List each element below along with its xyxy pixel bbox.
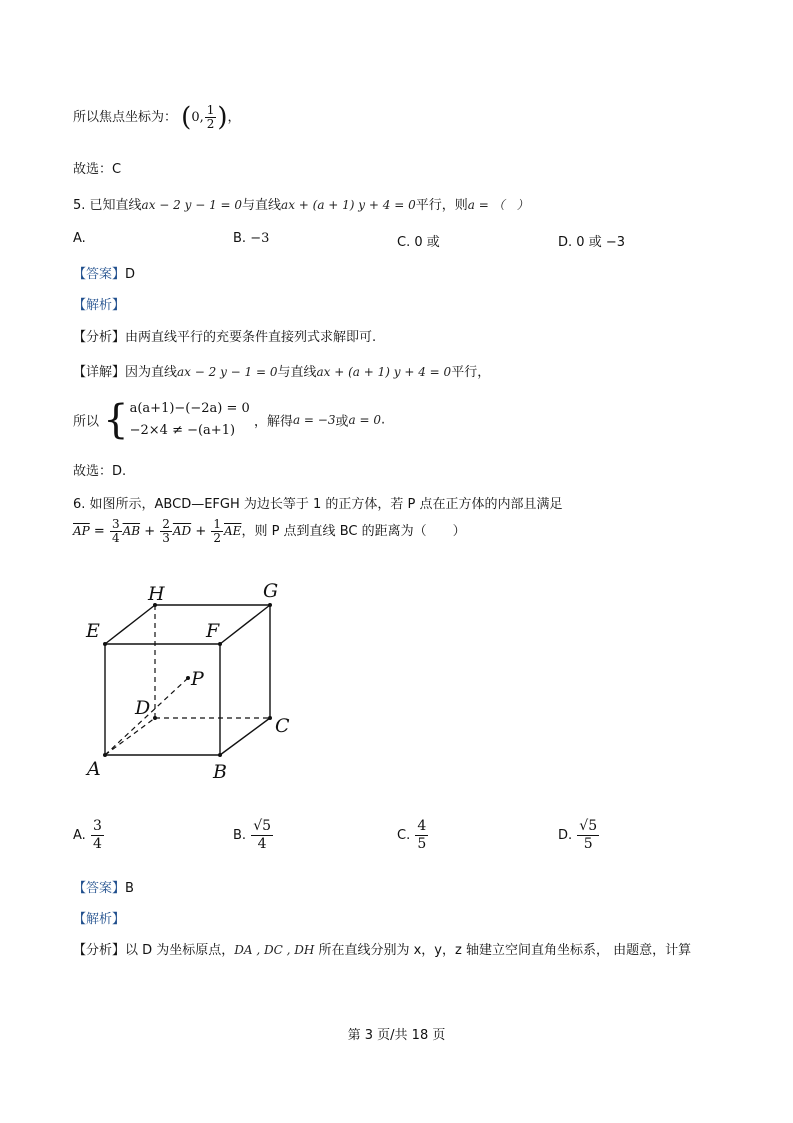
q5-var: a = （ ） xyxy=(467,198,529,212)
vec-ap: $\overline{AP}$ xyxy=(73,524,90,538)
q5-analysis-tag: 【解析】 xyxy=(73,298,126,313)
choice-value: −3 xyxy=(250,231,270,246)
label-a: A xyxy=(87,758,101,780)
q6-stem-1: 6. 如图所示，ABCD—EFGH 为边长等于 1 的正方体，若 P 点在正方体的内部且满足 xyxy=(73,497,563,512)
answer-tag: 【答案】 xyxy=(73,881,126,896)
point-x: 0, xyxy=(191,110,204,125)
q5-analysis: 【分析】由两直线平行的充要条件直接列式求解即可. xyxy=(73,330,377,345)
q5-post: 平行，则 xyxy=(415,198,468,213)
so-text: 所以 xyxy=(73,414,100,430)
detail-mid: 与直线 xyxy=(277,365,317,380)
frac-num: 1 xyxy=(213,517,222,531)
q6-stem-tail: ，则 P 点到直线 BC 的距离为（ ） xyxy=(241,524,466,539)
coef-2 xyxy=(160,518,172,545)
equation-2: −2×4 ≠ −(a+1) xyxy=(129,423,236,438)
answer-tag: 【答案】 xyxy=(73,267,126,282)
cube-figure xyxy=(70,575,320,800)
equation-system xyxy=(103,398,250,442)
edge-eh xyxy=(105,605,155,644)
q6-choice-d[interactable] xyxy=(558,818,600,853)
frac-den: 2 xyxy=(206,117,215,131)
label-g: G xyxy=(263,580,279,602)
coef-3 xyxy=(211,518,223,545)
q6-choice-a[interactable] xyxy=(73,818,105,853)
frac-den: 2 xyxy=(213,531,222,545)
q5-stem-pre: 5. 已知直线 xyxy=(73,198,142,213)
label-p: P xyxy=(191,668,204,690)
coef-1 xyxy=(110,518,122,545)
choice-label: A. xyxy=(73,231,86,246)
focus-line xyxy=(73,104,241,131)
q6-choice-c[interactable] xyxy=(397,818,429,853)
label-b: B xyxy=(213,761,227,783)
vertex-b-dot xyxy=(218,753,222,757)
vec-ab: $\overline{AB}$ xyxy=(122,524,141,538)
vertex-d-dot xyxy=(153,716,157,720)
choice-label: C. xyxy=(397,828,411,843)
choice-label: D. xyxy=(558,828,573,843)
q5-system xyxy=(73,398,385,442)
frac-den: 5 xyxy=(417,836,427,852)
q5-choice-a[interactable] xyxy=(73,231,86,246)
plus-1: + xyxy=(144,524,156,539)
q5-final: 故选：D. xyxy=(73,464,127,479)
label-d: D xyxy=(135,697,151,719)
q4-answer: 故选：C xyxy=(73,162,122,177)
solution-1: a = −3 xyxy=(292,413,336,427)
frac-den: 4 xyxy=(111,531,120,545)
equals: = xyxy=(93,524,105,539)
vertex-e-dot xyxy=(103,642,107,646)
choice-fraction xyxy=(415,818,428,853)
edge-fg xyxy=(220,605,270,644)
brace-icon: { xyxy=(103,397,129,443)
choice-value: 0 或 −3 xyxy=(576,235,625,250)
detail-line-b: ax + (a + 1) y + 4 = 0 xyxy=(316,365,452,379)
q5-mid: 与直线 xyxy=(242,198,282,213)
detail-post: 平行， xyxy=(451,365,491,380)
left-paren: ( xyxy=(181,102,192,133)
point-p-dot xyxy=(186,676,190,680)
frac-den: 5 xyxy=(583,836,593,852)
focus-tail: ， xyxy=(227,110,241,125)
edge-ad-hidden xyxy=(105,718,155,755)
point-y-fraction xyxy=(205,104,217,131)
answer-value: D xyxy=(125,267,136,282)
choice-label: D. xyxy=(558,235,573,250)
choice-label: B. xyxy=(233,828,247,843)
edge-bc xyxy=(220,718,270,755)
q5-detail xyxy=(73,361,490,380)
label-e: E xyxy=(86,620,100,642)
analysis-post: 所在直线分别为 x，y，z 轴建立空间直角坐标系， 由题意，计算 xyxy=(318,943,692,958)
q5-stem xyxy=(73,194,529,213)
q5-line-a: ax − 2 y − 1 = 0 xyxy=(141,198,243,212)
label-h: H xyxy=(148,583,165,605)
q6-choice-b[interactable] xyxy=(233,818,274,853)
end-dot: . xyxy=(380,412,386,428)
q6-analysis-tag: 【解析】 xyxy=(73,912,126,927)
frac-den: 4 xyxy=(257,836,267,852)
vertex-g-dot xyxy=(268,603,272,607)
choice-value: 0 或 xyxy=(414,235,440,250)
choice-fraction xyxy=(91,818,104,853)
analysis-pre: 【分析】以 D 为坐标原点， xyxy=(73,943,235,958)
frac-num: √5 xyxy=(579,818,598,834)
right-paren: ) xyxy=(217,102,228,133)
equation-1: a(a+1)−(−2a) = 0 xyxy=(129,401,250,416)
detail-pre: 【详解】因为直线 xyxy=(73,365,178,380)
q5-choice-d[interactable] xyxy=(558,231,625,250)
q5-choice-b[interactable] xyxy=(233,231,269,246)
focus-text: 所以焦点坐标为： xyxy=(73,110,178,125)
vec-ad: $\overline{AD}$ xyxy=(172,524,192,538)
frac-num: 4 xyxy=(417,818,427,834)
label-c: C xyxy=(275,715,290,737)
q5-answer-line xyxy=(73,263,135,282)
vertex-c-dot xyxy=(268,716,272,720)
or-text: 或 xyxy=(335,414,349,430)
choice-fraction xyxy=(577,818,599,853)
detail-line-a: ax − 2 y − 1 = 0 xyxy=(177,365,278,379)
solution-2: a = 0 xyxy=(348,413,381,427)
choice-label: C. xyxy=(397,235,411,250)
answer-value: B xyxy=(125,881,134,896)
choice-label: A. xyxy=(73,828,86,843)
frac-num: 1 xyxy=(206,103,215,117)
solve-text: ，解得 xyxy=(253,414,293,430)
q6-analysis xyxy=(73,939,691,958)
axes-vars: DA , DC , DH xyxy=(234,943,315,957)
frac-num: √5 xyxy=(253,818,272,834)
page-footer: 第 3 页/共 18 页 xyxy=(347,1028,446,1043)
frac-num: 3 xyxy=(111,517,120,531)
choice-fraction xyxy=(251,818,273,853)
q6-stem-2 xyxy=(73,518,466,545)
frac-num: 3 xyxy=(92,818,102,834)
q5-line-b: ax + (a + 1) y + 4 = 0 xyxy=(281,198,416,212)
plus-2: + xyxy=(195,524,207,539)
choice-label: B. xyxy=(233,231,247,246)
vertex-a-dot xyxy=(103,753,107,757)
vertex-f-dot xyxy=(218,642,222,646)
vec-ae: $\overline{AE}$ xyxy=(224,524,242,538)
frac-den: 3 xyxy=(162,531,170,545)
q6-answer-line xyxy=(73,877,134,896)
frac-den: 4 xyxy=(92,836,102,852)
label-f: F xyxy=(206,620,220,642)
q5-choice-c[interactable] xyxy=(397,231,440,250)
frac-num: 2 xyxy=(162,517,170,531)
